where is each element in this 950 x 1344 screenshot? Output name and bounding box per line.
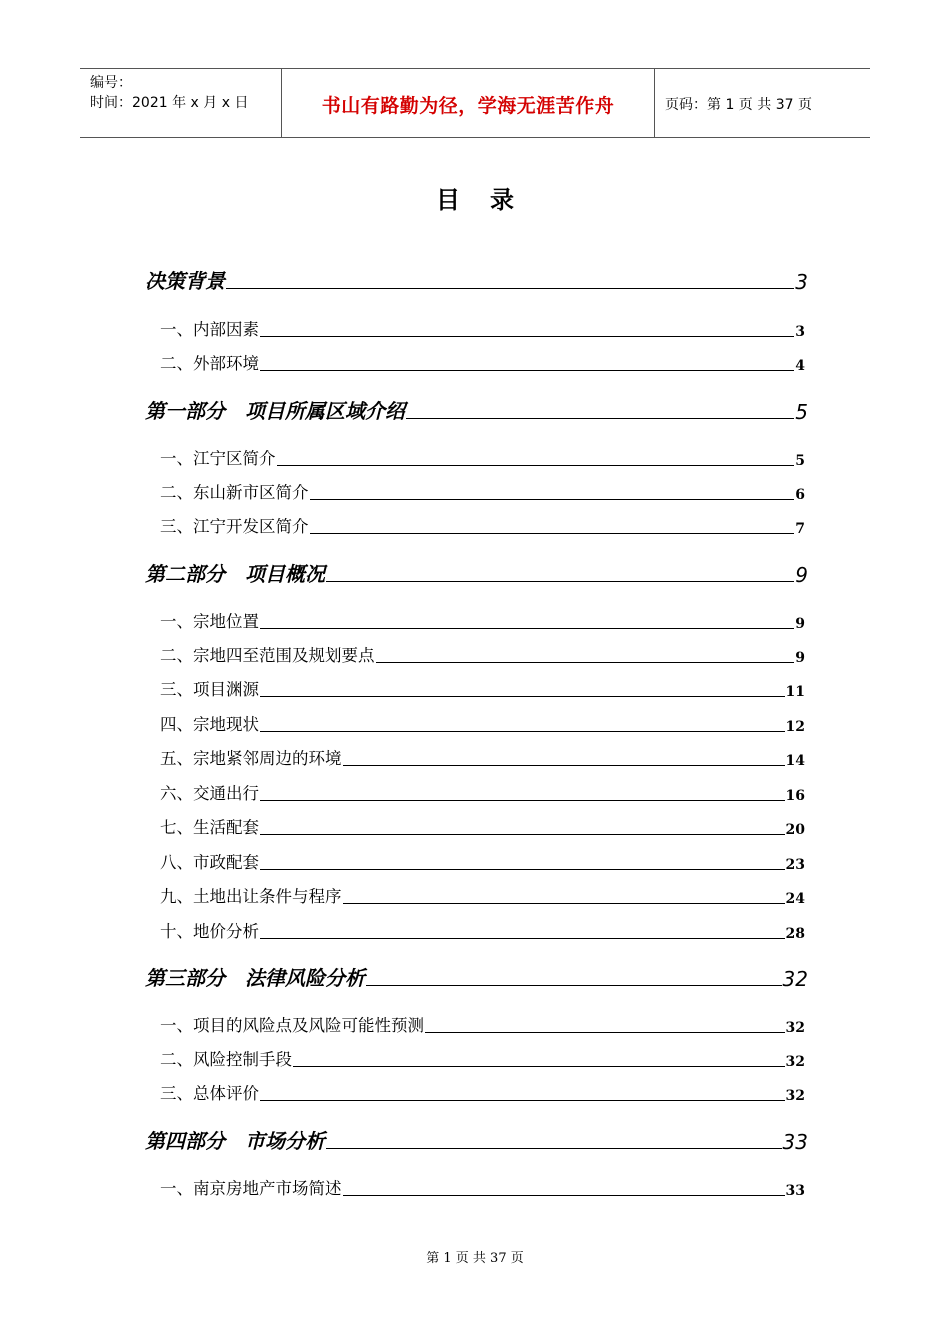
toc-entry-label: 八、市政配套	[160, 853, 259, 872]
toc-subsection-entry[interactable]	[160, 780, 805, 804]
toc-entry-page-number: 32	[785, 1054, 805, 1070]
toc-entry-label: 三、江宁开发区简介	[160, 517, 309, 536]
toc-leader-line	[326, 1148, 782, 1149]
toc-entry-page-number: 24	[785, 891, 805, 907]
toc-entry-label: 二、风险控制手段	[160, 1050, 292, 1069]
toc-section-entry[interactable]	[145, 963, 808, 991]
toc-leader-line	[425, 1032, 785, 1033]
toc-entry-page-number: 4	[795, 358, 805, 374]
document-number-label: 编号：	[90, 75, 132, 91]
toc-entry-label: 三、项目渊源	[160, 680, 259, 699]
toc-entry-page-number: 12	[785, 719, 805, 735]
toc-subsection-entry[interactable]	[160, 445, 805, 469]
toc-leader-line	[277, 465, 795, 466]
toc-entry-page-number: 9	[795, 563, 808, 587]
toc-subsection-entry[interactable]	[160, 814, 805, 838]
toc-entry-label: 二、东山新市区简介	[160, 483, 309, 502]
toc-entry-page-number: 3	[795, 270, 808, 294]
toc-entry-page-number: 33	[785, 1183, 805, 1199]
page-footer: 第 1 页 共 37 页	[426, 1251, 524, 1266]
toc-subsection-entry[interactable]	[160, 918, 805, 942]
toc-subsection-entry[interactable]	[160, 479, 805, 503]
toc-leader-line	[260, 800, 785, 801]
toc-entry-page-number: 32	[782, 967, 808, 991]
toc-leader-line	[343, 1195, 785, 1196]
toc-entry-label: 十、地价分析	[160, 922, 259, 941]
toc-leader-line	[376, 662, 795, 663]
toc-leader-line	[260, 1100, 785, 1101]
toc-entry-page-number: 9	[795, 650, 805, 666]
toc-entry-page-number: 9	[795, 616, 805, 632]
toc-entry-label: 第二部分 项目概况	[145, 562, 325, 586]
toc-subsection-entry[interactable]	[160, 350, 805, 374]
toc-entry-page-number: 5	[795, 453, 805, 469]
toc-subsection-entry[interactable]	[160, 883, 805, 907]
toc-entry-page-number: 28	[785, 926, 805, 942]
toc-leader-line	[260, 869, 785, 870]
toc-subsection-entry[interactable]	[160, 745, 805, 769]
toc-entry-label: 一、江宁区简介	[160, 449, 276, 468]
toc-section-entry[interactable]	[145, 266, 808, 294]
toc-leader-line	[260, 938, 785, 939]
toc-section-entry[interactable]	[145, 559, 808, 587]
toc-entry-page-number: 32	[785, 1088, 805, 1104]
toc-entry-page-number: 33	[782, 1130, 808, 1154]
toc-leader-line	[260, 834, 785, 835]
toc-entry-page-number: 20	[785, 822, 805, 838]
document-date-label: 时间：2021 年 x 月 x 日	[90, 95, 249, 111]
toc-entry-label: 九、土地出让条件与程序	[160, 887, 342, 906]
toc-entry-label: 决策背景	[145, 269, 225, 293]
toc-leader-line	[366, 985, 782, 986]
toc-entry-label: 一、内部因素	[160, 320, 259, 339]
toc-leader-line	[343, 903, 785, 904]
toc-entry-label: 一、南京房地产市场简述	[160, 1179, 342, 1198]
toc-entry-label: 五、宗地紧邻周边的环境	[160, 749, 342, 768]
header-motto: 书山有路勤为径，学海无涯苦作舟	[321, 95, 615, 117]
toc-subsection-entry[interactable]	[160, 316, 805, 340]
toc-leader-line	[293, 1066, 785, 1067]
toc-leader-line	[260, 628, 794, 629]
toc-subsection-entry[interactable]	[160, 676, 805, 700]
toc-subsection-entry[interactable]	[160, 1080, 805, 1104]
toc-subsection-entry[interactable]	[160, 1175, 805, 1199]
toc-entry-page-number: 5	[795, 400, 808, 424]
toc-entry-page-number: 6	[795, 487, 805, 503]
toc-entry-label: 一、宗地位置	[160, 612, 259, 631]
toc-leader-line	[310, 533, 795, 534]
header-page-info: 页码：第 1 页 共 37 页	[665, 97, 812, 113]
toc-subsection-entry[interactable]	[160, 849, 805, 873]
toc-entry-label: 第三部分 法律风险分析	[145, 966, 365, 990]
toc-leader-line	[310, 499, 795, 500]
toc-entry-label: 四、宗地现状	[160, 715, 259, 734]
toc-subsection-entry[interactable]	[160, 1046, 805, 1070]
toc-leader-line	[406, 418, 794, 419]
toc-leader-line	[260, 696, 785, 697]
toc-entry-page-number: 3	[795, 324, 805, 340]
toc-subsection-entry[interactable]	[160, 711, 805, 735]
toc-entry-label: 二、外部环境	[160, 354, 259, 373]
toc-subsection-entry[interactable]	[160, 513, 805, 537]
toc-section-entry[interactable]	[145, 1126, 808, 1154]
toc-leader-line	[326, 581, 794, 582]
toc-entry-page-number: 14	[785, 753, 805, 769]
toc-entry-label: 一、项目的风险点及风险可能性预测	[160, 1016, 424, 1035]
toc-leader-line	[343, 765, 785, 766]
toc-subsection-entry[interactable]	[160, 1012, 805, 1036]
toc-entry-label: 第一部分 项目所属区域介绍	[145, 399, 405, 423]
toc-subsection-entry[interactable]	[160, 608, 805, 632]
page-title: 目录	[436, 186, 544, 214]
toc-leader-line	[260, 336, 794, 337]
toc-entry-page-number: 11	[785, 684, 805, 700]
toc-subsection-entry[interactable]	[160, 642, 805, 666]
toc-entry-label: 二、宗地四至范围及规划要点	[160, 646, 375, 665]
toc-entry-label: 六、交通出行	[160, 784, 259, 803]
toc-entry-page-number: 23	[785, 857, 805, 873]
toc-entry-page-number: 7	[795, 521, 805, 537]
toc-entry-label: 第四部分 市场分析	[145, 1129, 325, 1153]
toc-entry-label: 七、生活配套	[160, 818, 259, 837]
toc-leader-line	[260, 731, 785, 732]
toc-entry-label: 三、总体评价	[160, 1084, 259, 1103]
toc-entry-page-number: 32	[785, 1020, 805, 1036]
toc-leader-line	[260, 370, 794, 371]
toc-entry-page-number: 16	[785, 788, 805, 804]
toc-section-entry[interactable]	[145, 396, 808, 424]
toc-leader-line	[226, 288, 794, 289]
